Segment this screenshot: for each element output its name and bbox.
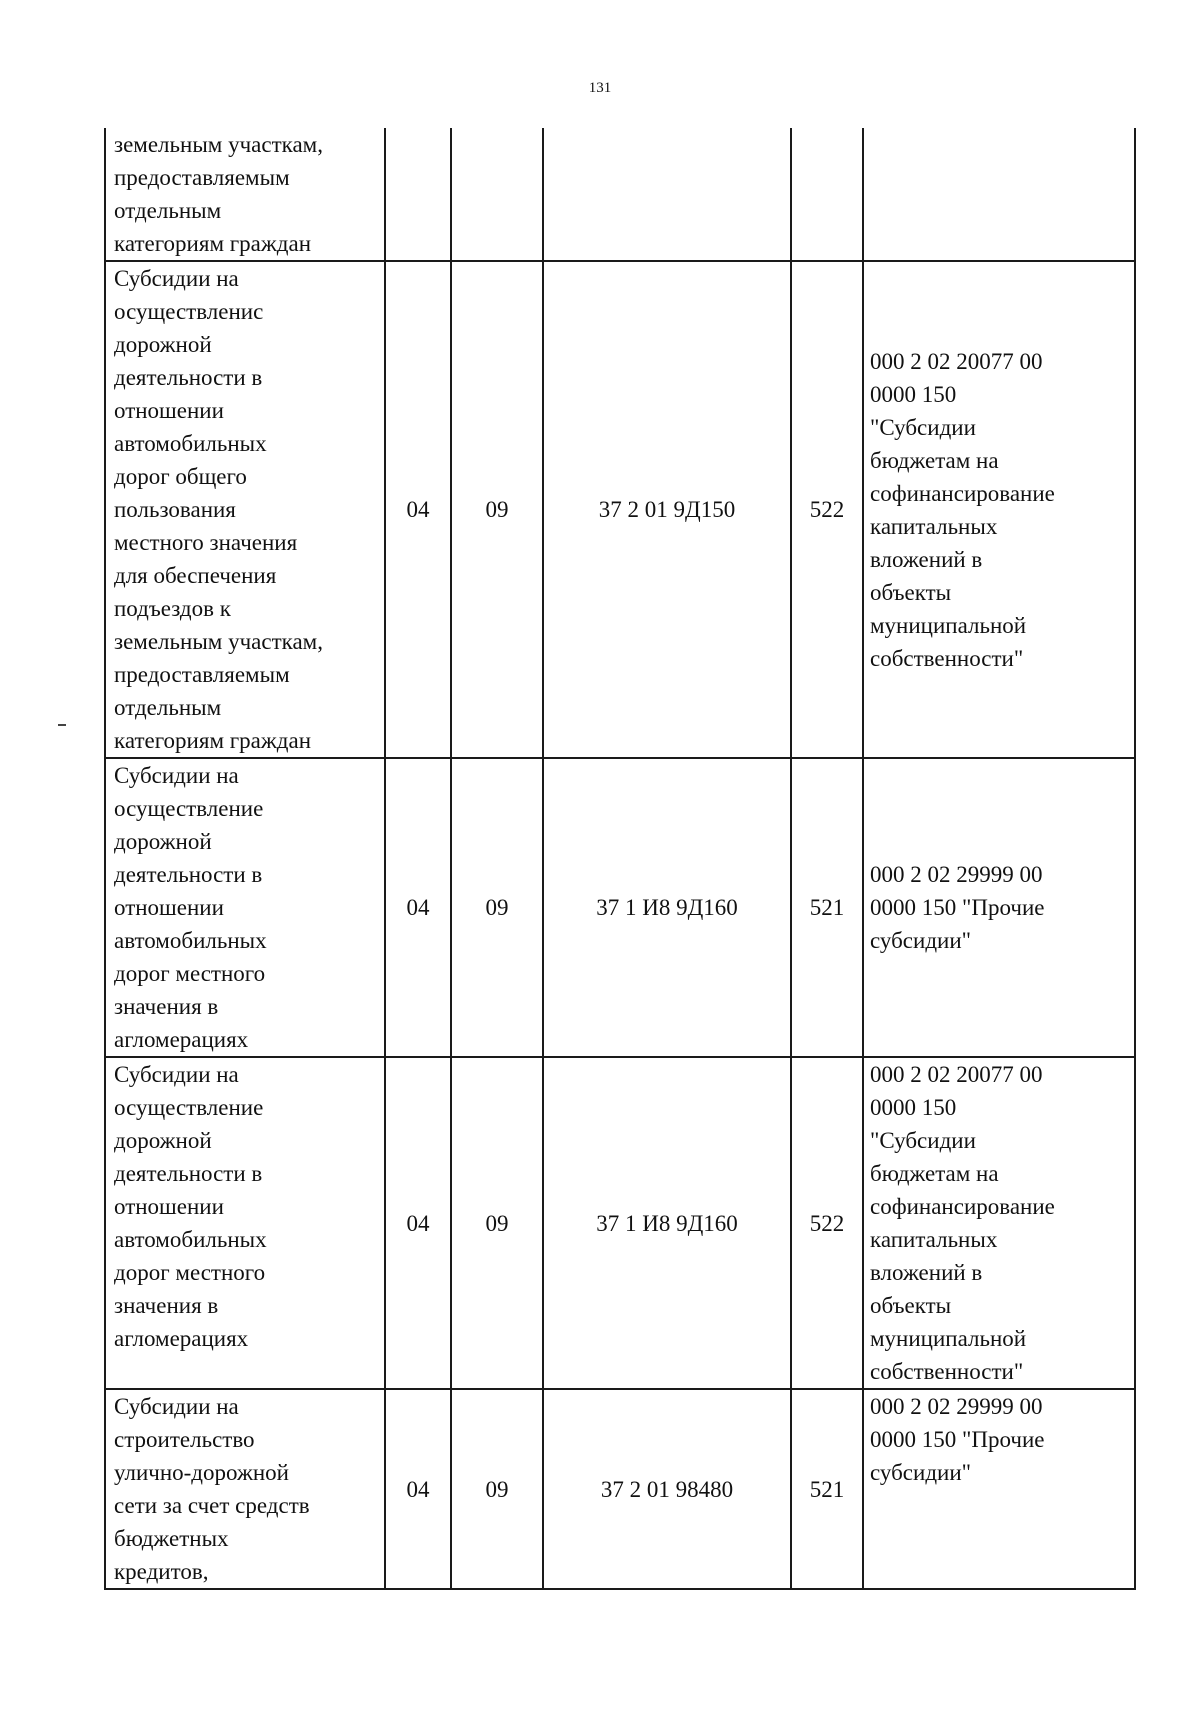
revenue-code-line: вложений в [870, 1260, 983, 1285]
page-number: 131 [588, 80, 612, 96]
table-row [105, 261, 1135, 758]
revenue-code-line: бюджетам на [870, 1161, 999, 1186]
item-name-line: местного значения [114, 530, 298, 555]
item-name-line: категориям граждан [114, 231, 312, 256]
subsection-code-cell: 09 [451, 1389, 543, 1589]
item-name-line: автомобильных [114, 431, 267, 456]
expense-type-code-cell: 521 [791, 758, 863, 1057]
revenue-code-line: объекты [870, 579, 952, 605]
revenue-code-line: 000 2 02 20077 00 [870, 348, 1043, 374]
item-name-line: дорожной [114, 332, 212, 357]
table-row [105, 758, 1135, 1057]
item-name-line: отношении [114, 398, 224, 423]
item-name-line: дорог местного [114, 1260, 266, 1285]
item-name-line: дорог общего [114, 464, 247, 489]
table-row [105, 128, 1135, 261]
item-name-line: дорог местного [114, 961, 266, 986]
target-item-code-cell: 37 2 01 98480 [543, 1389, 791, 1589]
revenue-code-line: 000 2 02 29999 00 [870, 1394, 1043, 1419]
item-name-line: улично-дорожной [114, 1460, 289, 1485]
item-name-line: деятельности в [114, 1161, 263, 1186]
item-name-line: значения в [114, 994, 219, 1019]
section-code-cell: 04 [385, 261, 451, 758]
item-name-line: отношении [114, 1194, 224, 1219]
revenue-code-line: "Субсидии [870, 1128, 976, 1153]
item-name-line: кредитов, [114, 1559, 209, 1584]
revenue-code-line: 0000 150 "Прочие [870, 1427, 1045, 1452]
section-code-cell: 04 [385, 1389, 451, 1589]
revenue-code-cell [863, 1057, 1135, 1389]
item-name-line: деятельности в [114, 365, 263, 390]
expense-type-code-cell: 522 [791, 1057, 863, 1389]
target-item-code-cell [543, 128, 791, 261]
revenue-code-cell [863, 1389, 1135, 1589]
item-name-line: земельным участкам, [114, 132, 323, 157]
item-name-line: осуществлениc [114, 299, 264, 324]
revenue-code-line: 0000 150 [870, 1095, 957, 1120]
revenue-code-cell [863, 261, 1135, 758]
item-name-line: деятельности в [114, 862, 263, 887]
item-name-cell [105, 1389, 385, 1589]
item-name-line: Субсидии на [114, 266, 239, 291]
item-name-line: осуществление [114, 1095, 264, 1120]
expense-type-code-cell [791, 128, 863, 261]
item-name-line: агломерациях [114, 1027, 249, 1052]
budget-table [104, 128, 1136, 1590]
item-name-line: Субсидии на [114, 763, 239, 788]
target-item-code-cell: 37 1 И8 9Д160 [543, 758, 791, 1057]
item-name-line: земельным участкам, [114, 629, 323, 654]
item-name-line: значения в [114, 1293, 219, 1318]
subsection-code-cell: 09 [451, 261, 543, 758]
revenue-code-line: объекты [870, 1293, 952, 1318]
item-name-line: строительство [114, 1427, 255, 1452]
item-name-line: Субсидии на [114, 1394, 239, 1419]
revenue-code-line: "Субсидии [870, 414, 976, 440]
revenue-code-line: вложений в [870, 546, 983, 572]
expense-type-code-cell: 522 [791, 261, 863, 758]
revenue-code-line: собственности" [870, 645, 1024, 671]
revenue-code-cell [863, 758, 1135, 1057]
scan-mark [58, 724, 66, 726]
table-row [105, 1057, 1135, 1389]
item-name-cell [105, 1057, 385, 1389]
revenue-code-line: 000 2 02 29999 00 [870, 862, 1043, 887]
revenue-code-line: капитальных [870, 1227, 998, 1252]
revenue-code-line: софинансирование [870, 480, 1055, 506]
revenue-code-line: муниципальной [870, 1326, 1027, 1351]
subsection-code-cell: 09 [451, 1057, 543, 1389]
section-code-cell [385, 128, 451, 261]
revenue-code-line: субсидии" [870, 928, 972, 953]
target-item-code-cell: 37 2 01 9Д150 [543, 261, 791, 758]
item-name-line: дорожной [114, 829, 212, 854]
subsection-code-cell: 09 [451, 758, 543, 1057]
item-name-line: автомобильных [114, 928, 267, 953]
revenue-code-line: софинансирование [870, 1194, 1055, 1219]
section-code-cell: 04 [385, 1057, 451, 1389]
item-name-line: автомобильных [114, 1227, 267, 1252]
revenue-code-line: 0000 150 "Прочие [870, 895, 1045, 920]
revenue-code-line: капитальных [870, 513, 998, 539]
item-name-line: для обеспечения [114, 563, 277, 588]
subsection-code-cell [451, 128, 543, 261]
item-name-line: Субсидии на [114, 1062, 239, 1087]
revenue-code-line: бюджетам на [870, 447, 999, 473]
item-name-line: пользования [114, 497, 236, 522]
item-name-cell [105, 261, 385, 758]
revenue-code-line: субсидии" [870, 1460, 972, 1485]
item-name-line: бюджетных [114, 1526, 229, 1551]
item-name-cell [105, 758, 385, 1057]
item-name-cell [105, 128, 385, 261]
item-name-line: сети за счет средств [114, 1493, 310, 1518]
item-name-line: подъездов к [114, 596, 231, 621]
item-name-line: дорожной [114, 1128, 212, 1153]
item-name-line: осуществление [114, 796, 264, 821]
item-name-line: агломерациях [114, 1326, 249, 1351]
item-name-line: отдельным [114, 198, 222, 223]
revenue-code-line: муниципальной [870, 612, 1027, 638]
expense-type-code-cell: 521 [791, 1389, 863, 1589]
revenue-code-line: 000 2 02 20077 00 [870, 1062, 1043, 1087]
item-name-line: предоставляемым [114, 662, 290, 687]
section-code-cell: 04 [385, 758, 451, 1057]
item-name-line: категориям граждан [114, 728, 312, 753]
table-body [105, 128, 1135, 1589]
revenue-code-line: 0000 150 [870, 381, 957, 407]
target-item-code-cell: 37 1 И8 9Д160 [543, 1057, 791, 1389]
revenue-code-cell [863, 128, 1135, 261]
item-name-line: отношении [114, 895, 224, 920]
revenue-code-line: собственности" [870, 1359, 1024, 1384]
table-row [105, 1389, 1135, 1589]
item-name-line: отдельным [114, 695, 222, 720]
item-name-line: предоставляемым [114, 165, 290, 190]
